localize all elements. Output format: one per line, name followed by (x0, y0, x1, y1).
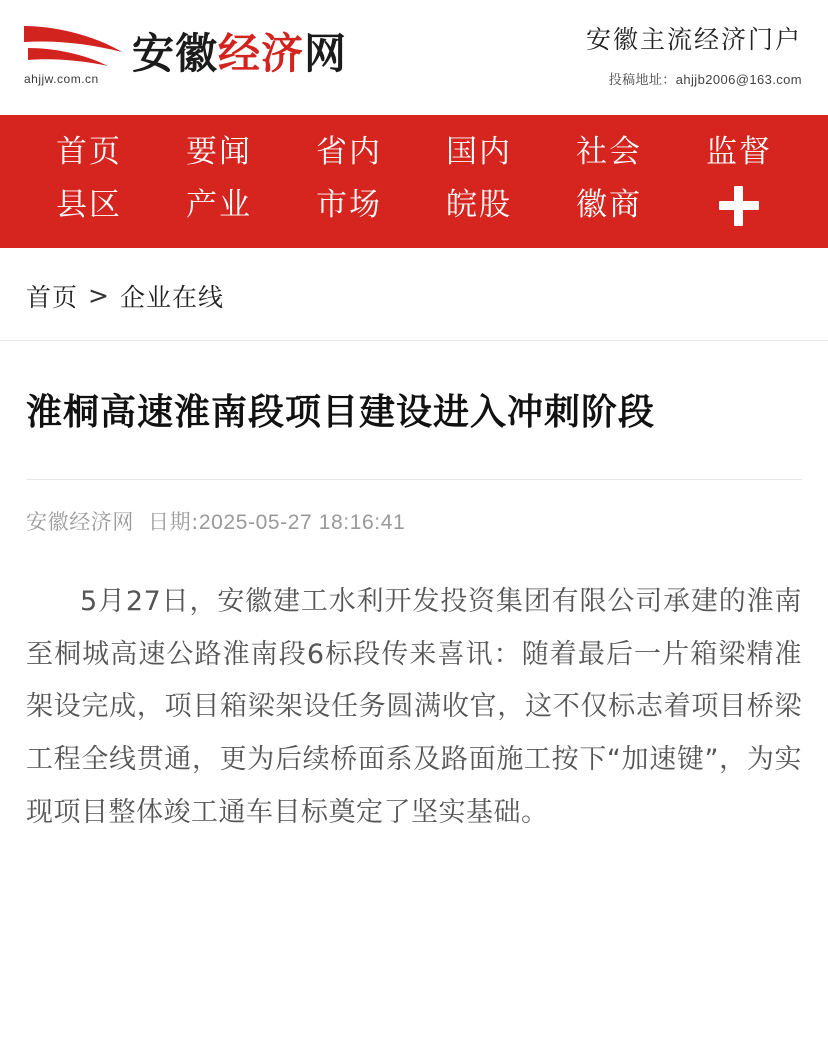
article-source: 安徽经济网 (26, 509, 134, 534)
article (0, 341, 828, 839)
logo-swoosh-icon (22, 18, 126, 90)
logo-word-2: 经济 (218, 29, 305, 78)
submission-mail-label: 投稿地址： (608, 72, 676, 88)
nav-item-market[interactable]: 市场 (316, 187, 382, 224)
site-slogan: 安徽主流经济门户 (585, 25, 802, 54)
nav-row-secondary (0, 186, 828, 226)
header-right (586, 18, 802, 88)
breadcrumb-home[interactable]: 首页 (26, 282, 79, 312)
nav-item-industry[interactable]: 产业 (186, 187, 252, 224)
breadcrumb (0, 248, 828, 341)
nav-item-domestic[interactable]: 国内 (446, 134, 512, 170)
main-navigation (0, 115, 828, 248)
nav-item-province[interactable]: 省内 (316, 134, 382, 170)
site-header (0, 0, 828, 115)
nav-item-home[interactable]: 首页 (56, 134, 122, 170)
article-date-value: 2025-05-27 18:16:41 (198, 510, 406, 534)
logo-word-3: 网 (304, 29, 348, 78)
nav-item-news[interactable]: 要闻 (186, 134, 252, 170)
nav-item-huishang[interactable]: 徽商 (576, 187, 642, 224)
logo-wordmark (132, 29, 348, 78)
site-logo[interactable] (22, 18, 347, 90)
article-date (148, 506, 405, 536)
submission-mail (586, 69, 802, 88)
article-date-label: 日期: (148, 509, 199, 534)
breadcrumb-current[interactable]: 企业在线 (119, 282, 224, 312)
nav-item-society[interactable]: 社会 (576, 134, 642, 170)
nav-item-stocks[interactable]: 皖股 (446, 187, 512, 224)
page-title: 淮桐高速淮南段项目建设进入冲刺阶段 (26, 391, 656, 433)
nav-item-supervision[interactable]: 监督 (706, 134, 772, 170)
submission-mail-address[interactable]: ahjjb2006@163.com (675, 71, 802, 87)
nav-row-primary (0, 133, 828, 172)
logo-url-text: ahjjw.com.cn (24, 72, 99, 86)
article-meta (26, 479, 802, 554)
logo-word-1: 安徽 (132, 29, 219, 78)
article-body (26, 576, 802, 839)
nav-item-county[interactable]: 县区 (56, 187, 122, 224)
breadcrumb-separator: > (88, 281, 110, 311)
article-paragraph: 5月27日，安徽建工水利开发投资集团有限公司承建的淮南至桐城高速公路淮南段6标段传来喜讯：随着最后一片箱梁精准架设完成，项目箱梁架设任务圆满收官，这不仅标志着项目桥梁工程全线贯通，更为后续桥面系及路面施工按下“加速键”，为实现项目整体竣工通车目标奠定了坚实基础。 (26, 585, 802, 828)
plus-icon[interactable] (719, 186, 759, 226)
